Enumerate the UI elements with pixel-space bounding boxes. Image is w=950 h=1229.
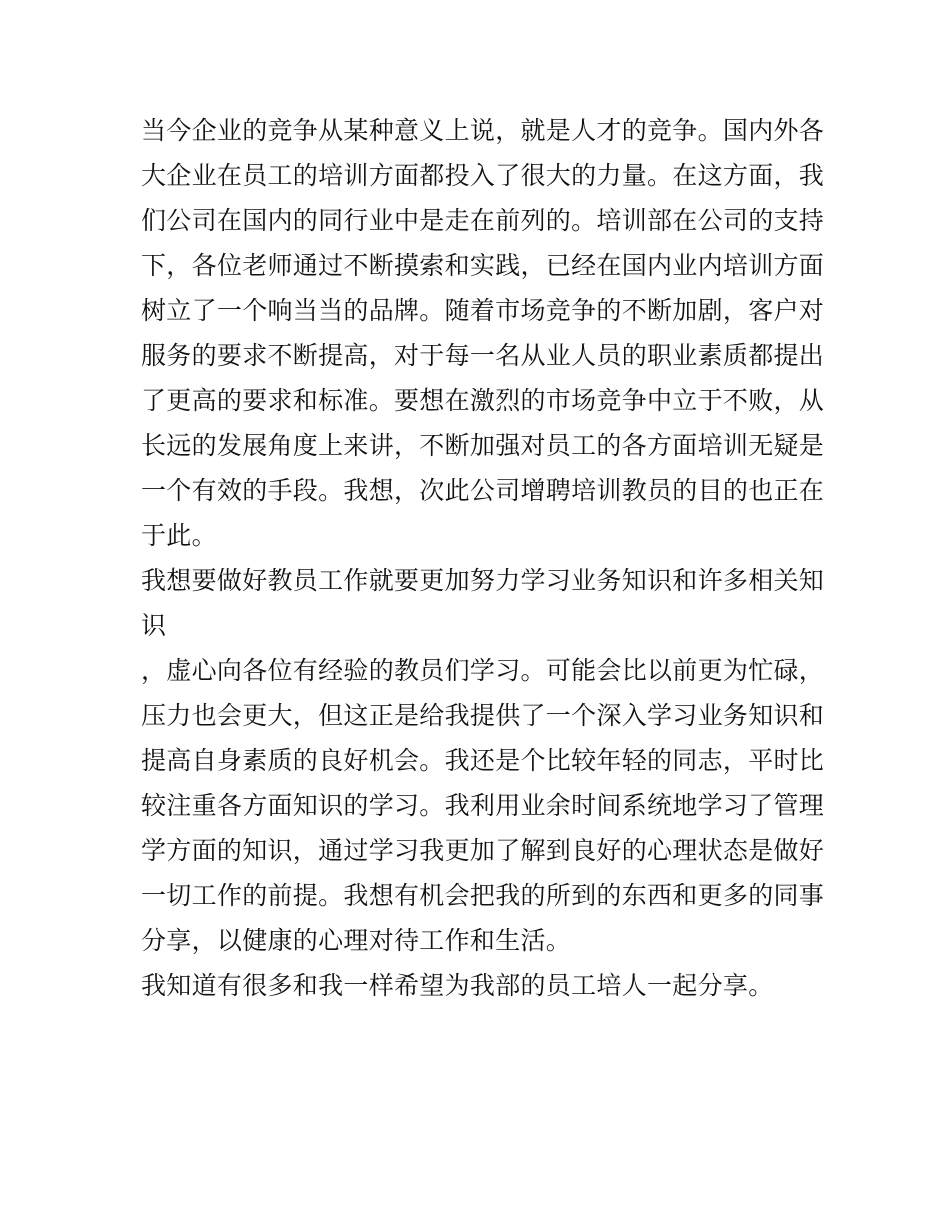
text-line: 当今企业的竞争从某种意义上说，就是人才的竞争。国内外各 bbox=[141, 116, 825, 145]
text-line: 树立了一个响当当的品牌。随着市场竞争的不断加剧，客户对 bbox=[141, 296, 825, 325]
text-line: 于此。 bbox=[141, 521, 217, 550]
document-body bbox=[141, 108, 825, 1008]
text-line: 下，各位老师通过不断摸索和实践，已经在国内业内培训方面 bbox=[141, 251, 825, 280]
text-line: 识 bbox=[141, 611, 167, 640]
text-line: 学方面的知识，通过学习我更加了解到良好的心理状态是做好 bbox=[141, 836, 825, 865]
text-line: 大企业在员工的培训方面都投入了很大的力量。在这方面，我 bbox=[141, 161, 825, 190]
text-line: 较注重各方面知识的学习。我利用业余时间系统地学习了管理 bbox=[141, 791, 825, 820]
text-line: 压力也会更大，但这正是给我提供了一个深入学习业务知识和 bbox=[141, 701, 825, 730]
text-line: 我知道有很多和我一样希望为我部的员工培人一起分享。 bbox=[141, 971, 774, 1000]
text-line: 们公司在国内的同行业中是走在前列的。培训部在公司的支持 bbox=[141, 206, 825, 235]
text-line: 服务的要求不断提高，对于每一名从业人员的职业素质都提出 bbox=[141, 341, 825, 370]
text-line: 一个有效的手段。我想，次此公司增聘培训教员的目的也正在 bbox=[141, 476, 825, 505]
text-line: 长远的发展角度上来讲，不断加强对员工的各方面培训无疑是 bbox=[141, 431, 825, 460]
text-line: 分享，以健康的心理对待工作和生活。 bbox=[141, 926, 572, 955]
text-line: 一切工作的前提。我想有机会把我的所到的东西和更多的同事 bbox=[141, 881, 825, 910]
text-line: 提高自身素质的良好机会。我还是个比较年轻的同志，平时比 bbox=[141, 746, 825, 775]
text-line: 我想要做好教员工作就要更加努力学习业务知识和许多相关知 bbox=[141, 566, 825, 595]
text-line: ，虚心向各位有经验的教员们学习。可能会比以前更为忙碌， bbox=[141, 656, 825, 685]
text-line: 了更高的要求和标准。要想在激烈的市场竞争中立于不败，从 bbox=[141, 386, 825, 415]
